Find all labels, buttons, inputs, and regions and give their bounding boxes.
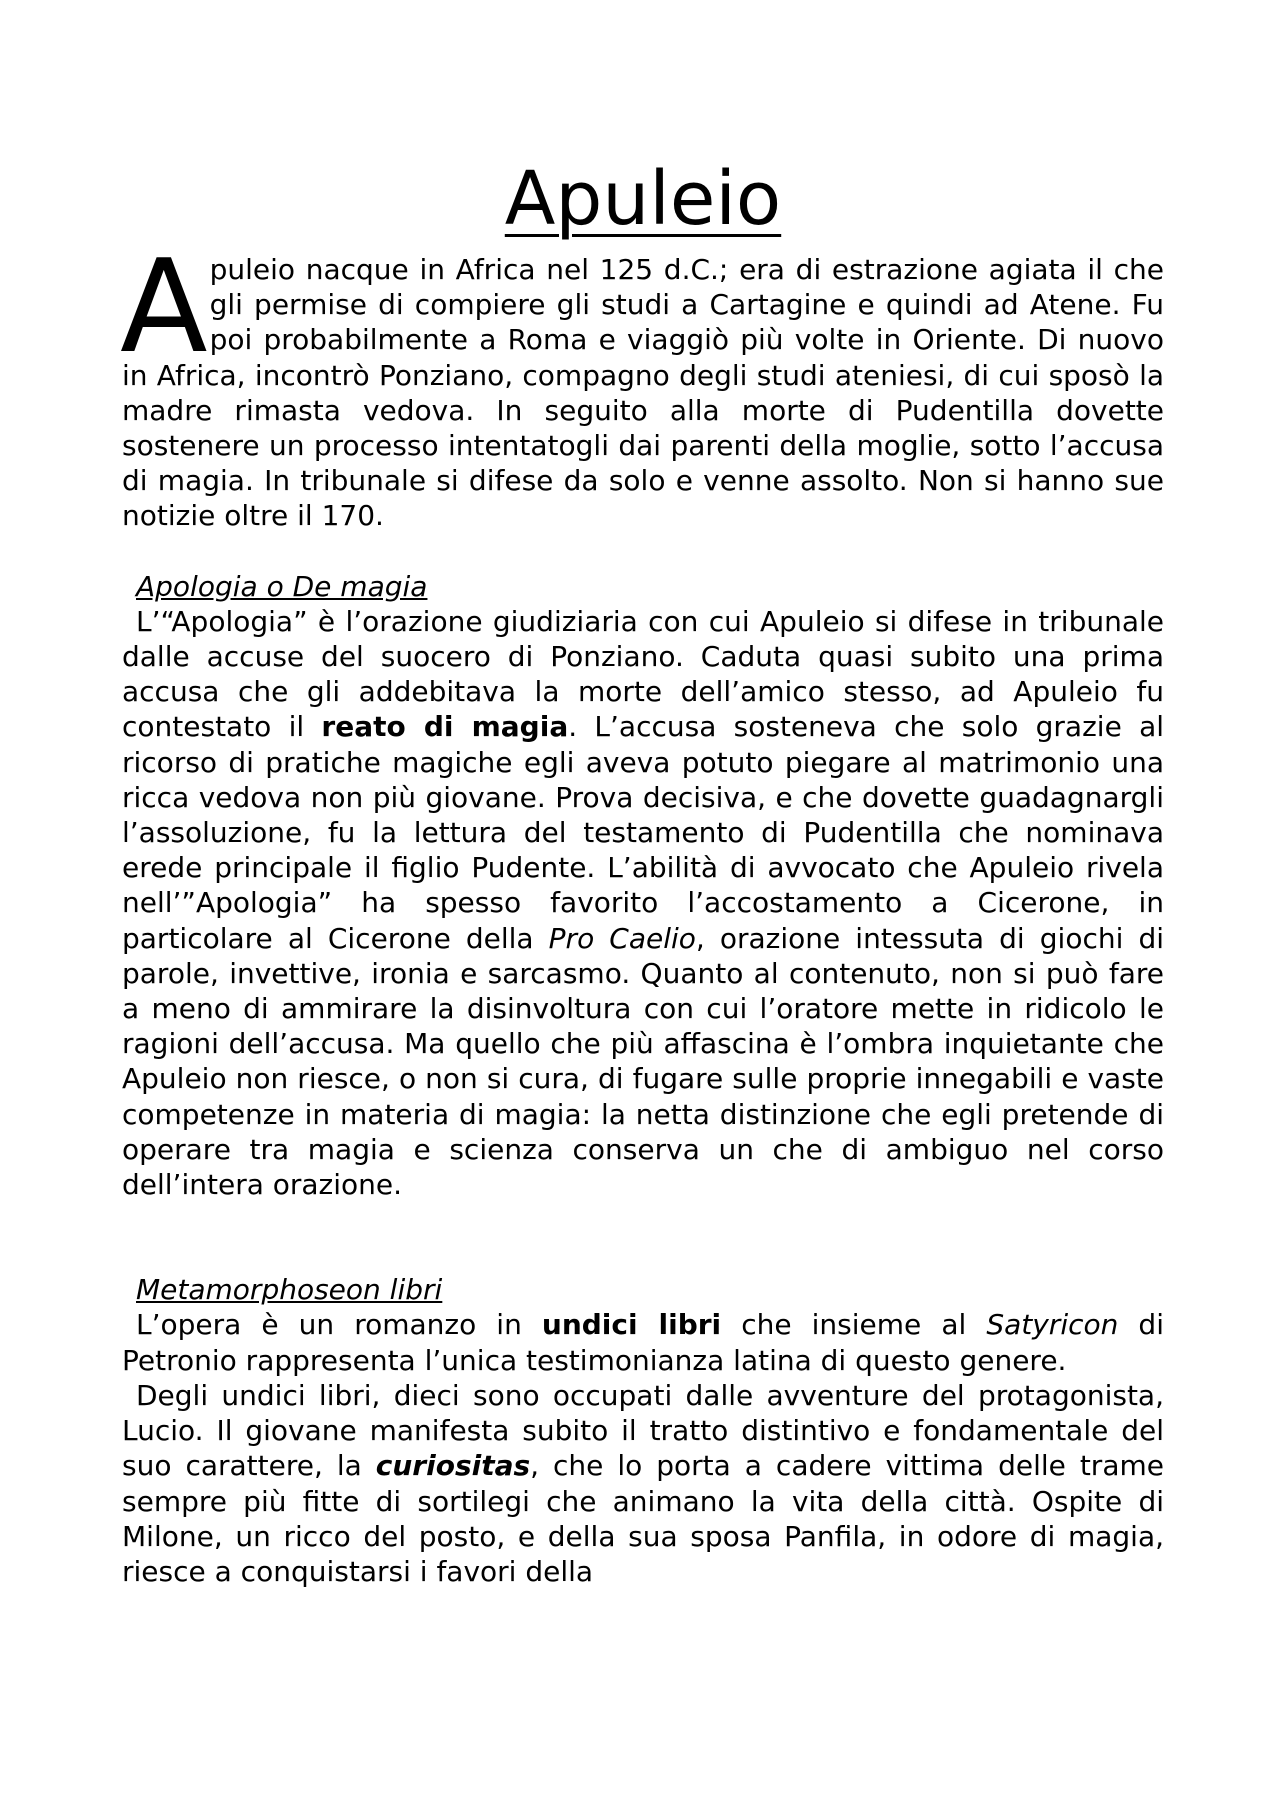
meta-text-1: L’opera è un romanzo in — [136, 1308, 542, 1342]
apologia-bold-term: reato di magia — [321, 710, 569, 744]
document-page — [122, 140, 1164, 1589]
apologia-text-2: . L’accusa sosteneva che solo grazie al ricorso di pratiche magiche egli aveva potuto piegare al matrimonio una ricca vedova non più giovane. Prova decisiva, e che dovette guadagnargli l’assoluzione, fu la lettura del testamento di Pudentilla che nominava erede principale il figlio Pudente. L’abilità di avvocato che Apuleio rivela nell’”Apologia” ha spesso favorito l’accostamento a Cicerone, in particolare al Cicerone della — [122, 710, 1165, 955]
page-title-text: Apuleio — [504, 156, 782, 242]
intro-text: puleio nacque in Africa nel 125 d.C.; era di estrazione agiata il che gli permise di compiere gli studi a Cartagine e quindi ad Atene. Fu poi probabilmente a Roma e viaggiò più volte in Oriente. Di nuovo in Africa, incontrò Ponziano, compagno degli studi ateniesi, di cui sposò la madre rimasta vedova. In seguito alla morte di Pudentilla dovette sostenere un processo intentatogli dai parenti della moglie, sotto l’accusa di magia. In tribunale si difese da solo e venne assolto. Non si hanno sue notizie oltre il 170. — [122, 253, 1164, 533]
meta-text-5: , che lo porta a cadere vittima delle trame sempre più fitte di sortilegi che animano la vita della città. Ospite di Milone, un ricco del posto, e della sua sposa Panfila, in odore di magia, riesce a conquistarsi i favori della — [122, 1449, 1164, 1588]
metamorphoseon-paragraph-1 — [122, 1307, 1164, 1377]
meta-bold-term: undici libri — [541, 1308, 722, 1342]
meta-text-3: di Petronio rappresenta l’unica testimonianza latina di questo genere. — [122, 1308, 1164, 1377]
apologia-paragraph — [122, 604, 1164, 1202]
apologia-text-1: L’“Apologia” è l’orazione giudiziaria con cui Apuleio si difese in tribunale dalle accuse del suocero di Ponziano. Caduta quasi subito una prima accusa che gli addebitava la morte dell’amico stesso, ad Apuleio fu contestato il — [122, 604, 1164, 744]
meta-italic-title: Satyricon — [986, 1308, 1119, 1342]
page-title — [122, 140, 1164, 258]
spacer — [122, 1202, 1164, 1272]
meta-bolditalic-term: curiositas — [375, 1449, 531, 1483]
spacer — [122, 534, 1164, 569]
meta-text-4: Degli undici libri, dieci sono occupati dalle avventure del protagonista, Lucio. Il giovane manifesta subito il tratto distintivo e fondamentale del suo carattere, la — [122, 1378, 1164, 1483]
section-heading-apologia: Apologia o De magia — [136, 569, 428, 603]
drop-cap: A — [120, 233, 208, 382]
apologia-text-3: , orazione intessuta di giochi di parole, invettive, ironia e sarcasmo. Quanto al contenuto, non si può fare a meno di ammirare la disinvoltura con cui l’oratore mette in ridicolo le ragioni dell’accusa. Ma quello che più affascina è l’ombra inquietante che Apuleio non riesce, o non si cura, di fugare sulle proprie innegabili e vaste competenze in materia di magia: la netta distinzione che egli pretende di operare tra magia e scienza conserva un che di ambiguo nel corso dell’intera orazione. — [122, 921, 1165, 1202]
section-heading-metamorphoseon: Metamorphoseon libri — [136, 1273, 443, 1307]
metamorphoseon-paragraph-2 — [122, 1378, 1164, 1589]
apologia-italic-title: Pro Caelio — [548, 921, 696, 955]
meta-text-2: che insieme al — [721, 1308, 987, 1342]
intro-paragraph — [120, 233, 1164, 534]
